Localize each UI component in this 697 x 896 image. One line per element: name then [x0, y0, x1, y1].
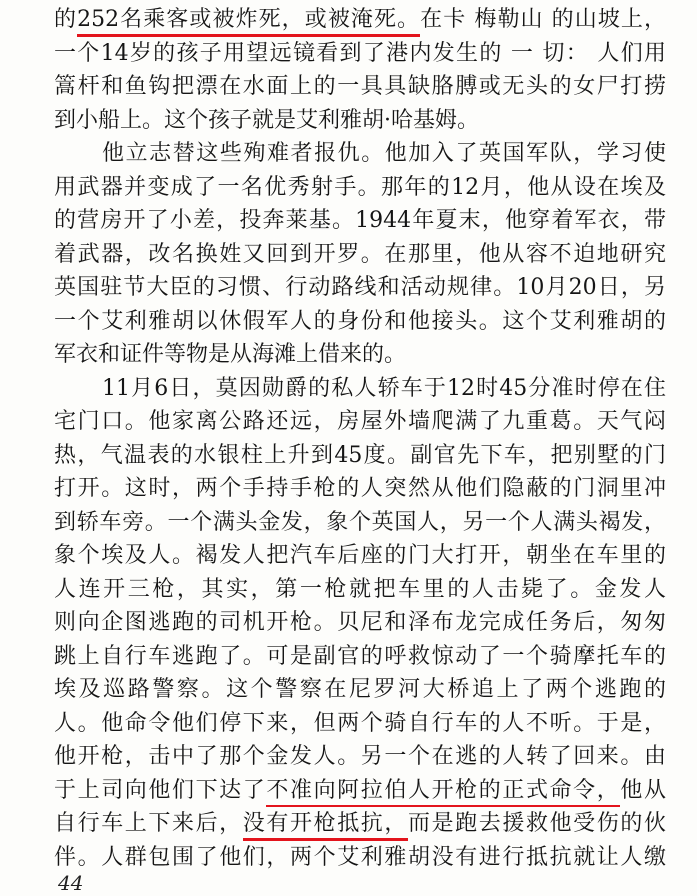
text-segment: 自行车上下来后，	[54, 811, 243, 836]
text-line	[54, 271, 666, 305]
text-line	[54, 305, 666, 339]
text-segment: 一个14岁的孩子用望远镜看到了港内发生的 一 切： 人们用	[54, 40, 666, 66]
text-segment: 到轿车旁。一个满头金发，象个英国人，另一个人满头褐发，	[54, 509, 666, 535]
text-line	[54, 204, 666, 238]
text-segment: 英国驻节大臣的习惯、行动路线和活动规律。10月20日，另	[54, 275, 666, 300]
text-segment: 人连开三枪，其实，第一枪就把车里的人击毙了。金发人	[54, 576, 666, 602]
text-segment: 伴。人群包围了他们，两个艾利雅胡没有进行抵抗就让人缴	[54, 844, 666, 870]
paragraph	[54, 137, 666, 372]
text-segment: 11月6日，莫因勋爵的私人轿车于12时45分准时停在住	[102, 375, 666, 401]
text-segment: 到小船上。这个孩子就是艾利雅胡·哈基姆。	[54, 107, 479, 133]
text-segment: 着武器，改名换姓又回到开罗。在那里，他从容不迫地研究	[54, 241, 666, 267]
text-segment: 于上司向他们下达了	[54, 777, 267, 803]
underlined-phrase: 没有开枪抵抗，	[243, 811, 408, 841]
text-segment: 的	[54, 7, 78, 32]
text-segment: 他从	[620, 777, 666, 803]
text-line	[54, 606, 666, 640]
text-line	[54, 137, 666, 171]
text-segment: 打开。这时，两个手持手枪的人突然从他们隐蔽的门洞里冲	[54, 476, 666, 501]
paragraph	[54, 372, 666, 875]
text-line	[54, 539, 666, 573]
text-line	[54, 37, 666, 71]
text-segment: 一个艾利雅胡以休假军人的身份和他接头。这个艾利雅胡的	[54, 308, 666, 334]
text-segment: 军衣和证件等物是从海滩上借来的。	[54, 342, 407, 367]
text-segment: 的营房开了小差，投奔莱基。1944年夏末，他穿着军衣，带	[54, 208, 666, 233]
text-segment: 他开枪，击中了那个金发人。另一个在逃的人转了回来。由	[54, 744, 666, 769]
text-line	[54, 3, 666, 37]
text-line	[54, 774, 666, 808]
text-column	[54, 3, 666, 874]
text-line	[54, 372, 666, 406]
text-segment: 热，气温表的水银柱上升到45度。副官先下车，把别墅的门	[54, 442, 666, 468]
text-line	[54, 405, 666, 439]
text-line	[54, 640, 666, 674]
text-line	[54, 573, 666, 607]
page-number: 44	[58, 871, 84, 895]
text-line	[54, 439, 666, 473]
underlined-phrase: 252名乘客或被炸死，或被淹死。	[77, 7, 420, 37]
text-line	[54, 673, 666, 707]
text-line	[54, 506, 666, 540]
text-segment: 在卡 梅勒山 的山坡上，	[420, 7, 666, 32]
text-segment: 人。他命令他们停下来，但两个骑自行车的人不听。于是，	[54, 710, 666, 736]
text-line	[54, 707, 666, 741]
text-line	[54, 338, 666, 372]
text-line	[54, 472, 666, 506]
text-line	[54, 104, 666, 138]
text-line	[54, 171, 666, 205]
text-line	[54, 238, 666, 272]
text-segment: 宅门口。他家离公路还远，房屋外墙爬满了九重葛。天气闷	[54, 409, 666, 434]
text-line	[54, 740, 666, 774]
text-segment: 篙杆和鱼钩把漂在水面上的一具具缺胳膊或无头的女尸打捞	[54, 74, 666, 99]
text-segment: 埃及巡路警察。这个警察在尼罗河大桥追上了两个逃跑的	[54, 677, 666, 702]
text-segment: 则向企图逃跑的司机开枪。贝尼和泽布龙完成任务后，匆匆	[54, 610, 666, 635]
underlined-phrase: 不准向阿拉伯人开枪的正式命令，	[266, 778, 620, 808]
text-line	[54, 841, 666, 875]
text-segment: 他立志替这些殉难者报仇。他加入了英国军队，学习使	[102, 141, 666, 166]
text-line	[54, 807, 666, 841]
text-line	[54, 70, 666, 104]
text-segment: 跳上自行车逃跑了。可是副官的呼救惊动了一个骑摩托车的	[54, 643, 666, 669]
text-segment: 象个埃及人。褐发人把汽车后座的门大打开，朝坐在车里的	[54, 543, 666, 568]
text-segment: 而是跑去援救他受伤的伙	[407, 811, 666, 836]
text-segment: 用武器并变成了一名优秀射手。那年的12月，他从设在埃及	[54, 174, 666, 200]
paragraph	[54, 3, 666, 137]
